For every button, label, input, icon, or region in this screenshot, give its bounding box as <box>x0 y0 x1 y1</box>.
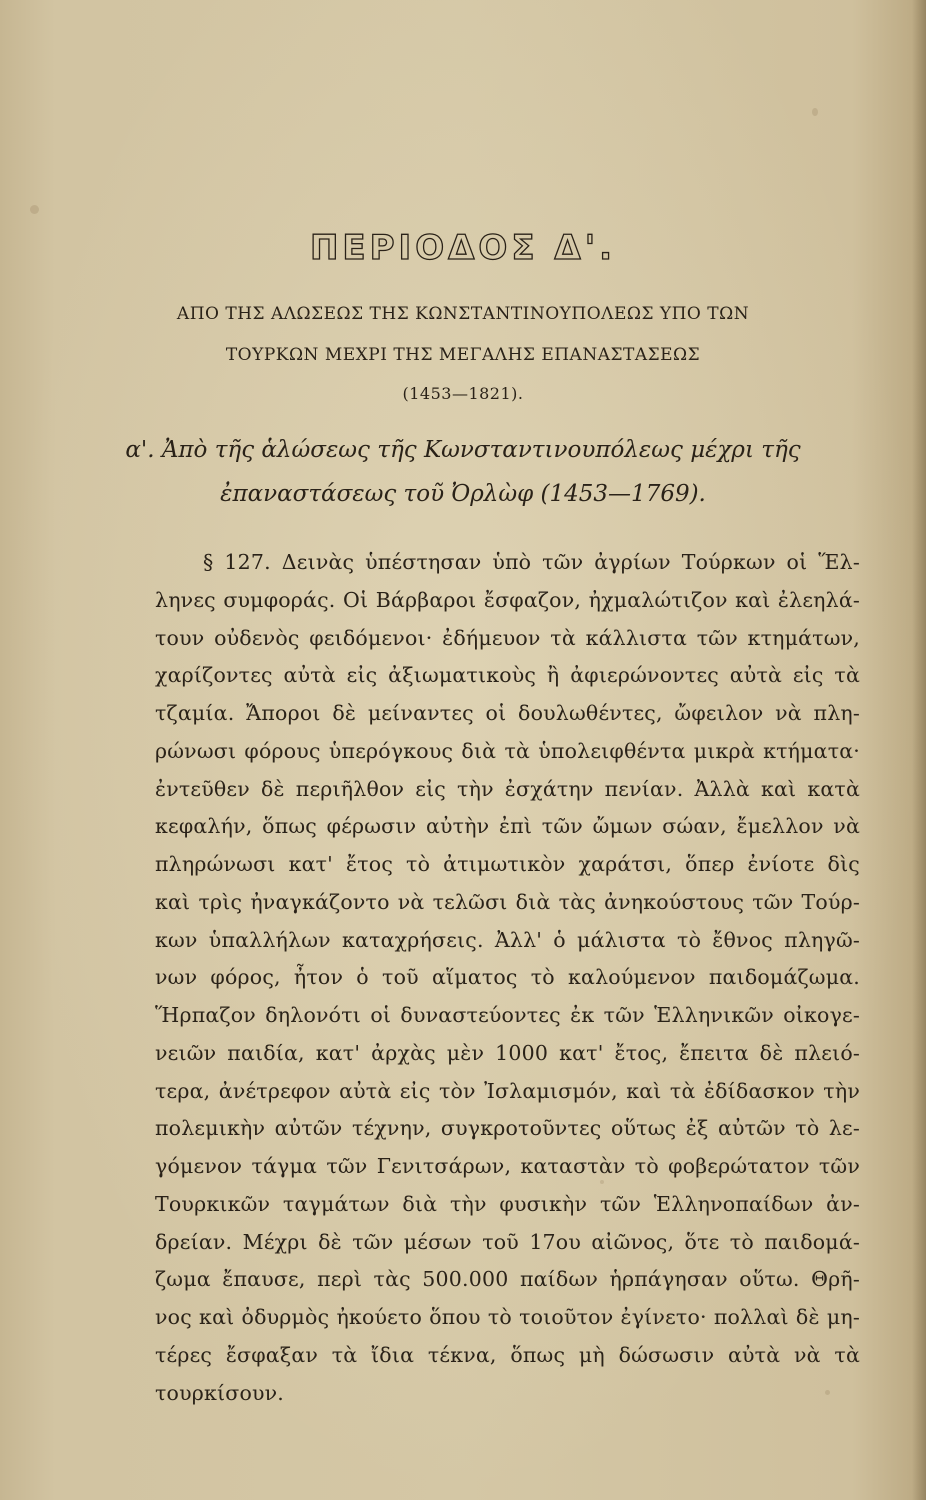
paper-stain <box>30 205 39 214</box>
paragraph-line: πληρώνωσι κατ' ἔτος τὸ ἀτιμωτικὸν χαράτσι, ὅπερ ἐνίοτε δὶς <box>155 852 860 876</box>
paragraph-line: κων ὑπαλλήλων καταχρήσεις. Ἀλλ' ὁ μάλιστα τὸ ἔθνος πληγῶ- <box>155 927 860 952</box>
paragraph-line: νων φόρος, ἦτον ὁ τοῦ αἵματος τὸ καλούμενον παιδομάζωμα. <box>155 965 860 990</box>
paragraph-line: § 127. Δεινὰς ὑπέστησαν ὑπὸ τῶν ἀγρίων Τούρκων οἱ Ἕλ- <box>203 550 860 574</box>
paragraph-line: νειῶν παιδία, κατ' ἀρχὰς μὲν 1000 κατ' ἔτος, ἔπειτα δὲ πλειό- <box>155 1040 860 1065</box>
paragraph-line: Ἥρπαζον δηλονότι οἱ δυναστεύοντες ἐκ τῶν Ἑλληνικῶν οἰκογε- <box>155 1003 860 1027</box>
paragraph-line: ρώνωσι φόρους ὑπερόγκους διὰ τὰ ὑπολειφθέντα μικρὰ κτήματα· <box>155 738 860 763</box>
page-edge-shadow <box>912 0 926 1500</box>
paragraph-line: τζαμία. Ἄποροι δὲ μείναντες οἱ δουλωθέντες, ὤφειλον νὰ πλη- <box>155 701 860 725</box>
paragraph-line: ληνες συμφοράς. Οἱ Βάρβαροι ἔσφαζον, ἠχμαλώτιζον καὶ ἐλεηλά- <box>155 587 860 612</box>
paragraph-line: Τουρκικῶν ταγμάτων διὰ τὴν φυσικὴν τῶν Ἑλληνοπαίδων ἀν- <box>155 1191 860 1216</box>
paragraph-line: τερα, ἀνέτρεφον αὐτὰ εἰς τὸν Ἰσλαμισμόν, καὶ τὰ ἐδίδασκον τὴν <box>155 1078 860 1103</box>
paper-stain <box>812 108 818 116</box>
paragraph-line: τουρκίσουν. <box>155 1380 285 1405</box>
chapter-subtitle-line-2: ΤΟΥΡΚΩΝ ΜΕΧΡΙ ΤΗΣ ΜΕΓΑΛΗΣ ΕΠΑΝΑΣΤΑΣΕΩΣ <box>225 345 701 365</box>
chapter-dates: (1453—1821). <box>402 384 524 403</box>
section-title-line-1: α'. Ἀπὸ τῆς ἁλώσεως τῆς Κωνσταντινουπόλεως μέχρι τῆς <box>125 437 801 463</box>
chapter-subtitle-line-1: ΑΠΟ ΤΗΣ ΑΛΩΣΕΩΣ ΤΗΣ ΚΩΝΣΤΑΝΤΙΝΟΥΠΟΛΕΩΣ ΥΠΟ ΤΩΝ <box>176 304 750 324</box>
paragraph-line: νος καὶ ὀδυρμὸς ἠκούετο ὅπου τὸ τοιοῦτον ἐγίνετο· πολλαὶ δὲ μη- <box>155 1305 860 1329</box>
chapter-heading: ΠΕΡΙΟΔΟΣ Δ'. <box>309 228 617 268</box>
paragraph-line: πολεμικὴν αὐτῶν τέχνην, συγκροτοῦντες οὕτως ἐξ αὐτῶν τὸ λε- <box>155 1116 860 1141</box>
paragraph-line: δρείαν. Μέχρι δὲ τῶν μέσων τοῦ 17ου αἰῶνος, ὅτε τὸ παιδομά- <box>155 1229 860 1254</box>
body-paragraph <box>155 544 860 1412</box>
paragraph-line: κεφαλήν, ὅπως φέρωσιν αὐτὴν ἐπὶ τῶν ὤμων σώαν, ἔμελλον νὰ <box>155 814 860 839</box>
paragraph-line: γόμενον τάγμα τῶν Γενιτσάρων, καταστὰν τὸ φοβερώτατον τῶν <box>155 1154 860 1178</box>
paragraph-line: χαρίζοντες αὐτὰ εἰς ἀξιωματικοὺς ἢ ἀφιερώνοντες αὐτὰ εἰς τὰ <box>155 663 860 688</box>
paragraph-line: τέρες ἔσφαξαν τὰ ἴδια τέκνα, ὅπως μὴ δώσωσιν αὐτὰ νὰ τὰ <box>155 1342 860 1367</box>
paragraph-line: ἐντεῦθεν δὲ περιῆλθον εἰς τὴν ἐσχάτην πενίαν. Ἀλλὰ καὶ κατὰ <box>155 776 860 801</box>
paragraph-line: ζωμα ἔπαυσε, περὶ τὰς 500.000 παίδων ἡρπάγησαν οὕτω. Θρῆ- <box>155 1267 860 1292</box>
paragraph-line: τουν οὐδενὸς φειδόμενοι· ἐδήμευον τὰ κάλλιστα τῶν κτημάτων, <box>155 625 860 650</box>
paragraph-line: καὶ τρὶς ἠναγκάζοντο νὰ τελῶσι διὰ τὰς ἀνηκούστους τῶν Τούρ- <box>155 889 860 914</box>
section-title-line-2: ἐπαναστάσεως τοῦ Ὀρλὼφ (1453—1769). <box>220 481 706 507</box>
